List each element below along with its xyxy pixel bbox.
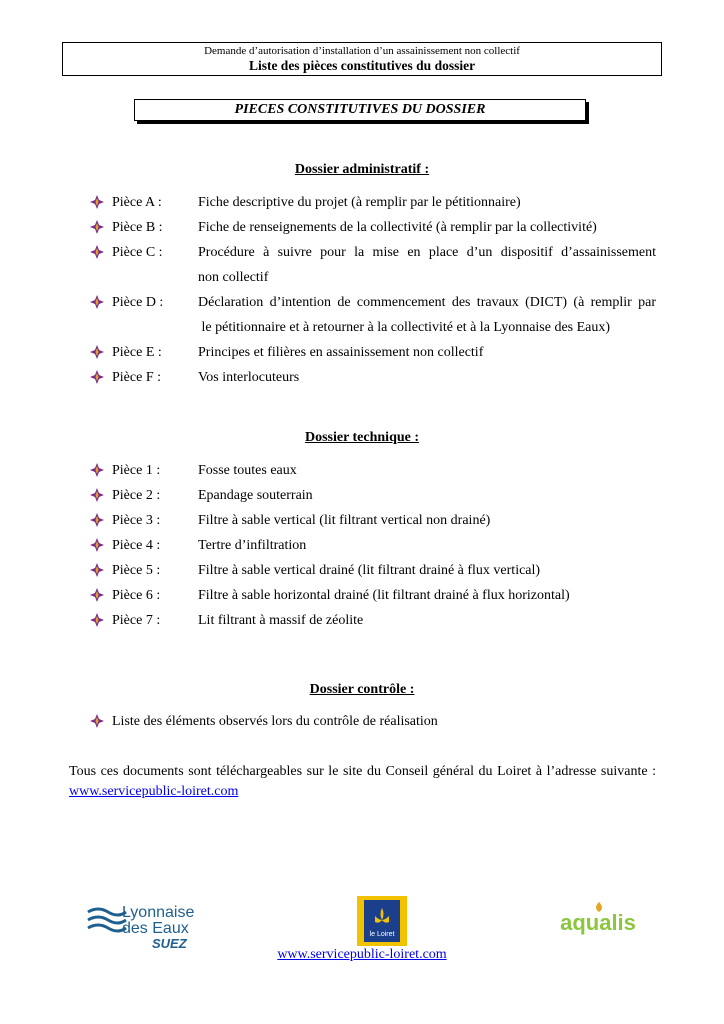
piece-label: Pièce 3 : bbox=[112, 513, 161, 528]
lyonnaise-suez: SUEZ bbox=[152, 936, 187, 950]
bullet-icon bbox=[90, 488, 104, 502]
footer-link[interactable] bbox=[0, 947, 724, 963]
technique-heading: Dossier technique : bbox=[304, 430, 420, 445]
bullet-icon bbox=[90, 295, 104, 309]
bullet-icon bbox=[90, 588, 104, 602]
piece-description: Filtre à sable horizontal drainé (lit filtrant drainé à flux horizontal) bbox=[198, 588, 570, 603]
header-subtitle: Demande d’autorisation d’installation d’un assainissement non collectif bbox=[204, 45, 520, 57]
piece-label: Pièce 4 : bbox=[112, 538, 161, 553]
controle-heading: Dossier contrôle : bbox=[309, 682, 415, 697]
piece-description: Filtre à sable vertical (lit filtrant vertical non drainé) bbox=[198, 513, 491, 528]
aqualis-logo bbox=[555, 900, 641, 940]
controle-item-text: Liste des éléments observés lors du contrôle de réalisation bbox=[112, 714, 438, 729]
bullet-icon bbox=[90, 220, 104, 234]
header-title: Liste des pièces constitutives du dossier bbox=[248, 58, 476, 73]
piece-label: Pièce C : bbox=[112, 245, 163, 260]
bullet-icon bbox=[90, 195, 104, 209]
piece-label: Pièce 7 : bbox=[112, 613, 161, 628]
piece-label: Pièce D : bbox=[112, 295, 164, 310]
loiret-logo-graphic bbox=[357, 896, 407, 946]
section-title: PIECES CONSTITUTIVES DU DOSSIER bbox=[134, 99, 586, 121]
aqualis-text: aqualis bbox=[560, 910, 636, 935]
bullet-icon bbox=[90, 613, 104, 627]
note-text: Tous ces documents sont téléchargeables sur le site du Conseil général du Loiret à l’adresse suivante : bbox=[69, 764, 656, 779]
loiret-text: le Loiret bbox=[369, 931, 395, 938]
piece-description: Déclaration d’intention de commencement des travaux (DICT) (à remplir par bbox=[198, 295, 656, 310]
piece-description: Filtre à sable vertical drainé (lit filtrant drainé à flux vertical) bbox=[198, 563, 541, 578]
piece-description: Epandage souterrain bbox=[198, 488, 313, 503]
loiret-logo bbox=[357, 896, 407, 946]
footer-link-text[interactable]: www.servicepublic-loiret.com bbox=[277, 947, 447, 962]
bullet-icon bbox=[90, 345, 104, 359]
piece-description: Lit filtrant à massif de zéolite bbox=[198, 613, 364, 628]
bullet-icon bbox=[90, 563, 104, 577]
piece-description: Tertre d’infiltration bbox=[198, 538, 307, 553]
bullet-icon bbox=[90, 370, 104, 384]
piece-description: Procédure à suivre pour la mise en place d’un dispositif d’assainissement bbox=[198, 245, 656, 260]
piece-description: Fiche de renseignements de la collectivité (à remplir par la collectivité) bbox=[198, 220, 597, 235]
bullet-icon bbox=[90, 245, 104, 259]
piece-description: Principes et filières en assainissement non collectif bbox=[198, 345, 484, 360]
piece-description: Fosse toutes eaux bbox=[198, 463, 297, 478]
piece-label: Pièce 1 : bbox=[112, 463, 161, 478]
download-note bbox=[69, 762, 656, 802]
document-header bbox=[62, 42, 662, 76]
bullet-icon bbox=[90, 513, 104, 527]
piece-label: Pièce E : bbox=[112, 345, 162, 360]
lyonnaise-logo-graphic bbox=[86, 898, 208, 950]
admin-heading: Dossier administratif : bbox=[294, 162, 430, 177]
lyonnaise-des-eaux-logo bbox=[86, 898, 208, 950]
piece-description: Vos interlocuteurs bbox=[198, 370, 300, 385]
bullet-icon bbox=[90, 538, 104, 552]
lyonnaise-line2: des Eaux bbox=[122, 920, 189, 937]
piece-label: Pièce 6 : bbox=[112, 588, 161, 603]
piece-description-continued: non collectif bbox=[198, 270, 269, 285]
piece-label: Pièce B : bbox=[112, 220, 163, 235]
piece-label: Pièce 2 : bbox=[112, 488, 161, 503]
aqualis-logo-graphic bbox=[555, 900, 641, 940]
piece-description: Fiche descriptive du projet (à remplir par le pétitionnaire) bbox=[198, 195, 521, 210]
piece-label: Pièce 5 : bbox=[112, 563, 161, 578]
piece-description-continued: le pétitionnaire et à retourner à la collectivité et à la Lyonnaise des Eaux) bbox=[198, 320, 611, 335]
bullet-icon bbox=[90, 714, 104, 728]
bullet-icon bbox=[90, 463, 104, 477]
note-link[interactable]: www.servicepublic-loiret.com bbox=[69, 784, 239, 799]
piece-label: Pièce A : bbox=[112, 195, 162, 210]
piece-label: Pièce F : bbox=[112, 370, 161, 385]
lyonnaise-line1: Lyonnaise bbox=[122, 904, 195, 921]
